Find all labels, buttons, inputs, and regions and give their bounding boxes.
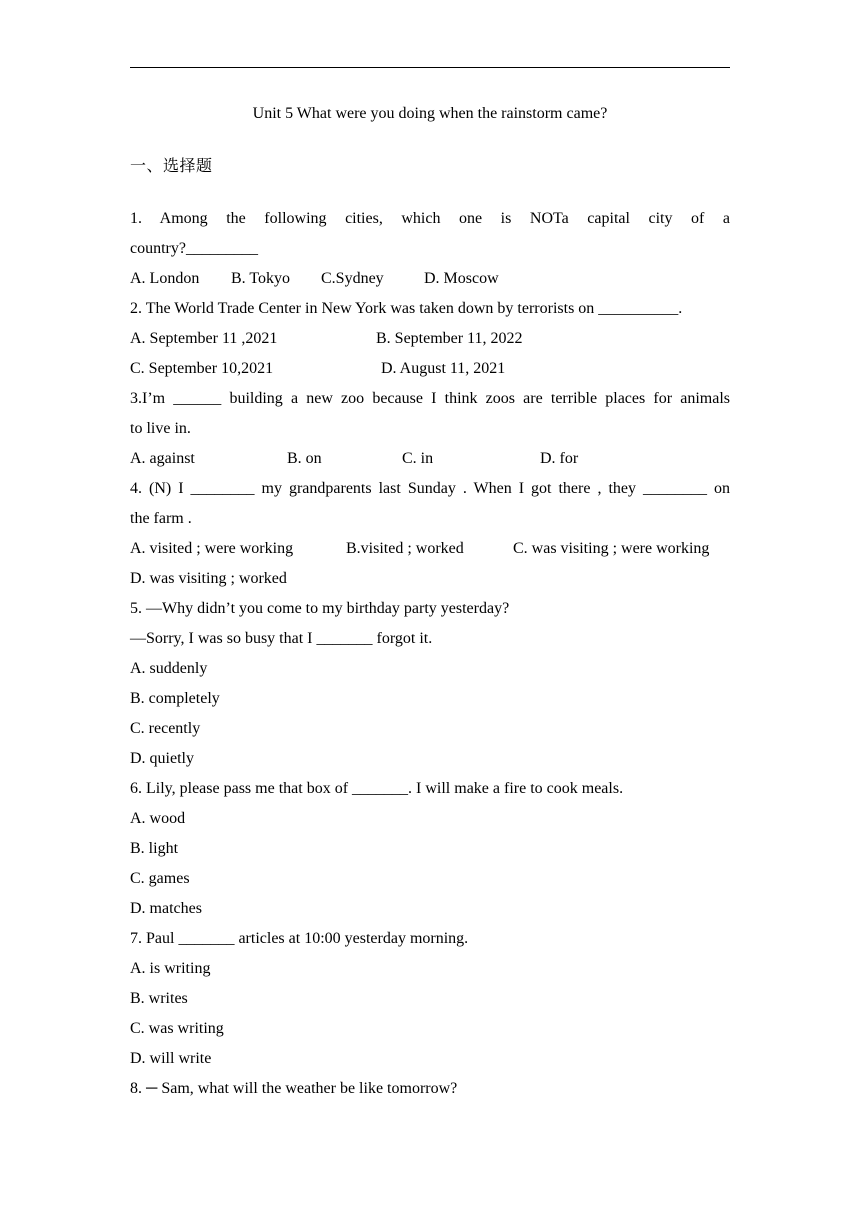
- question-2-options-row-2: [130, 354, 730, 384]
- question-7-option-b: B. writes: [130, 990, 188, 1007]
- question-5-option-b: B. completely: [130, 690, 220, 707]
- question-6-stem: 6. Lily, please pass me that box of _______. I will make a fire to cook meals.: [130, 780, 624, 797]
- question-5-stem-line-2: —Sorry, I was so busy that I _______ forgot it.: [130, 630, 433, 647]
- question-5-option-d: D. quietly: [130, 750, 194, 767]
- question-7-option-d: D. will write: [130, 1050, 212, 1067]
- question-2-stem: 2. The World Trade Center in New York was taken down by terrorists on __________.: [130, 300, 683, 317]
- question-5-stem-line-1: 5. —Why didn’t you come to my birthday party yesterday?: [130, 600, 510, 617]
- question-8-stem: 8. ─ Sam, what will the weather be like tomorrow?: [130, 1080, 458, 1097]
- question-1-stem-line-2: country?_________: [130, 240, 258, 257]
- question-2-options-row-1: [130, 324, 730, 354]
- question-3-option-b: B. on: [287, 450, 322, 467]
- question-1-option-b: B. Tokyo: [231, 270, 291, 287]
- question-1-option-c: C.Sydney: [321, 270, 384, 287]
- document-title: Unit 5 What were you doing when the rainstorm came?: [252, 105, 608, 122]
- question-2-option-d: D. August 11, 2021: [381, 360, 506, 377]
- header-rule: [130, 67, 730, 68]
- question-3-option-c: C. in: [402, 450, 434, 467]
- question-6-option-c: C. games: [130, 870, 190, 887]
- question-5-option-a: A. suddenly: [130, 660, 208, 677]
- question-3-stem-line-2: to live in.: [130, 420, 191, 437]
- question-4-option-c: C. was visiting ; were working: [513, 540, 710, 557]
- question-2-option-b: B. September 11, 2022: [376, 330, 523, 347]
- question-7-option-c: C. was writing: [130, 1020, 224, 1037]
- question-1-options: [130, 264, 730, 294]
- question-4-option-b: B.visited ; worked: [346, 540, 464, 557]
- question-1-option-a: A. London: [130, 270, 200, 287]
- question-1-stem-line-1: 1. Among the following cities, which one is NOTa capital city of a: [130, 210, 730, 227]
- question-4-stem-line-2: the farm .: [130, 510, 192, 527]
- question-7-stem: 7. Paul _______ articles at 10:00 yesterday morning.: [130, 930, 469, 947]
- question-4-stem-line-1: 4. (N) I ________ my grandparents last Sunday . When I got there , they ________ on: [130, 480, 730, 497]
- question-3-option-d: D. for: [540, 450, 579, 467]
- question-6-option-a: A. wood: [130, 810, 186, 827]
- section-heading: 一、选择题: [130, 156, 213, 175]
- question-7-option-a: A. is writing: [130, 960, 211, 977]
- question-list: [130, 204, 730, 1104]
- question-4-options-row-1: [130, 534, 730, 564]
- question-1-option-d: D. Moscow: [424, 270, 499, 287]
- question-6-option-d: D. matches: [130, 900, 202, 917]
- question-2-option-c: C. September 10,2021: [130, 360, 274, 377]
- question-6-option-b: B. light: [130, 840, 179, 857]
- question-3-option-a: A. against: [130, 450, 195, 467]
- question-2-option-a: A. September 11 ,2021: [130, 330, 278, 347]
- question-5-option-c: C. recently: [130, 720, 201, 737]
- question-3-options: [130, 444, 730, 474]
- question-3-stem-line-1: 3.I’m ______ building a new zoo because I think zoos are terrible places for animals: [130, 390, 730, 407]
- question-4-option-a: A. visited ; were working: [130, 540, 294, 557]
- question-4-option-d: D. was visiting ; worked: [130, 570, 287, 587]
